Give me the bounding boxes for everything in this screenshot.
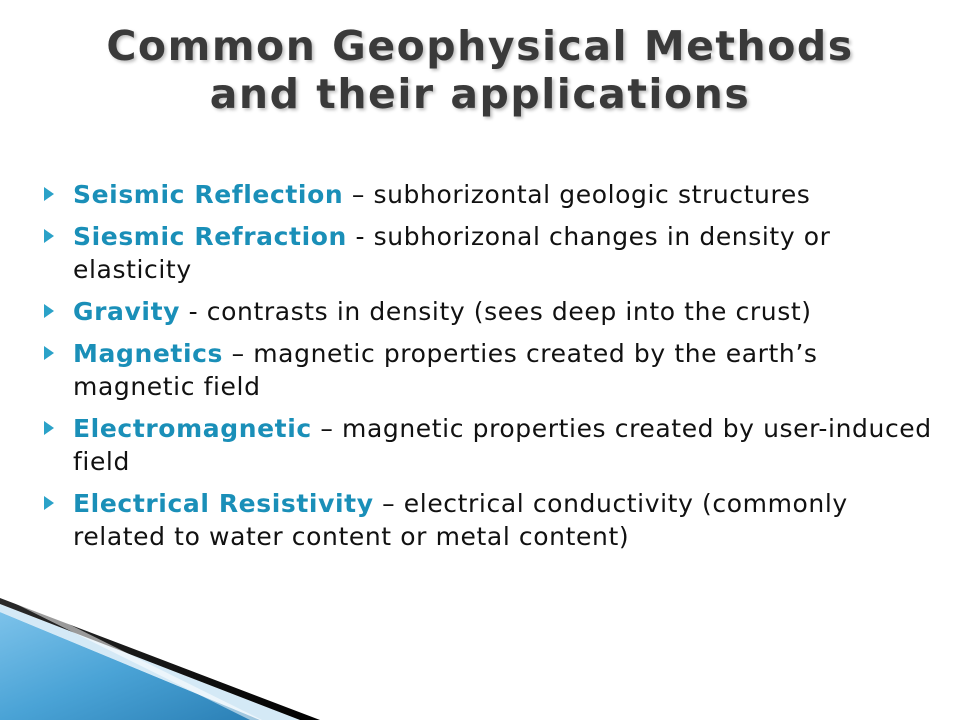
title-line-2: and their applications: [209, 70, 751, 118]
bullet-gravity: [44, 295, 944, 328]
bullet-description: - subhorizonal changes in density or elasticity: [73, 222, 831, 284]
arrow-bullet-icon: [44, 346, 54, 360]
bullet-description: – electrical conductivity (commonly related to water content or metal content): [73, 489, 848, 551]
slide-title: [60, 22, 900, 118]
arrow-bullet-icon: [44, 229, 54, 243]
bullet-electromagnetic: [44, 412, 944, 478]
arrow-bullet-icon: [44, 421, 54, 435]
bullet-seismic-refraction: [44, 220, 944, 286]
bullet-seismic-reflection: [44, 178, 944, 211]
arrow-bullet-icon: [44, 304, 54, 318]
bullet-description: - contrasts in density (sees deep into the crust): [180, 297, 812, 326]
title-line-1: Common Geophysical Methods: [106, 22, 854, 70]
bullet-term: Electromagnetic: [73, 414, 312, 443]
arrow-bullet-icon: [44, 496, 54, 510]
bullet-term: Gravity: [73, 297, 181, 326]
bullet-electrical-resistivity: [44, 487, 944, 553]
bullet-description: – subhorizontal geologic structures: [343, 180, 811, 209]
arrow-bullet-icon: [44, 187, 54, 201]
bullet-term: Siesmic Refraction: [73, 222, 347, 251]
bullet-magnetics: [44, 337, 944, 403]
bullet-term: Electrical Resistivity: [73, 489, 374, 518]
corner-decoration: [0, 590, 320, 720]
bullet-list: [44, 178, 944, 562]
bullet-description: – magnetic properties created by user-induced field: [73, 414, 932, 476]
bullet-term: Seismic Reflection: [73, 180, 344, 209]
bullet-term: Magnetics: [73, 339, 224, 368]
bullet-description: – magnetic properties created by the earth’s magnetic field: [73, 339, 818, 401]
